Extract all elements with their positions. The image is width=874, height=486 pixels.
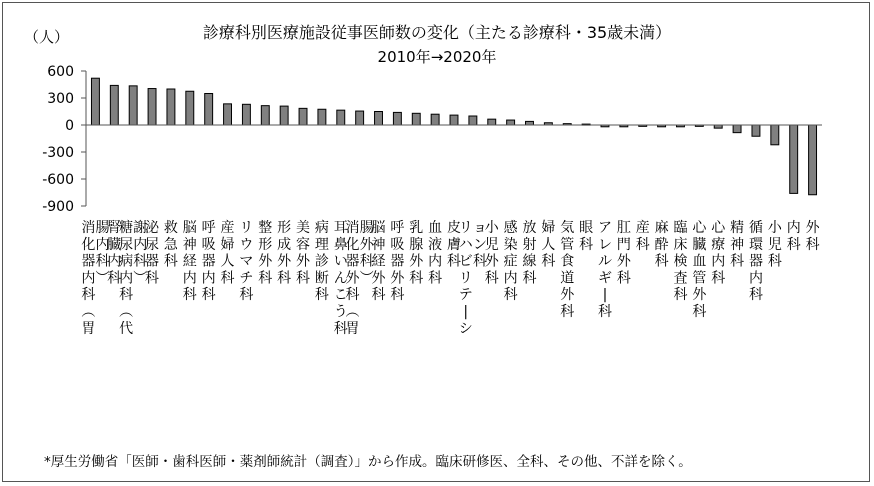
bar bbox=[412, 113, 420, 125]
x-tick-label: 心療内科 bbox=[711, 220, 726, 287]
x-tick-label: 産科 bbox=[635, 220, 650, 253]
bar bbox=[205, 94, 213, 126]
x-tick-label: 救急科 bbox=[163, 220, 178, 270]
bar bbox=[488, 119, 496, 125]
bar bbox=[526, 121, 534, 125]
x-tick-label: 糖尿病内科︵代謝内科︶ bbox=[119, 220, 148, 337]
y-tick-label: -600 bbox=[42, 172, 74, 188]
y-tick-label: 600 bbox=[47, 64, 74, 80]
x-tick-label: 精神科 bbox=[730, 220, 745, 270]
x-tick-label: リハビリテ|ション科 bbox=[458, 220, 487, 337]
x-tick-label: 美容外科 bbox=[296, 220, 311, 287]
x-tick-label: 皮膚科 bbox=[447, 220, 461, 270]
x-tick-label: 小児外科 bbox=[484, 220, 499, 287]
bar bbox=[280, 106, 288, 125]
x-tick-label: 産婦人科 bbox=[220, 220, 235, 287]
y-tick-label: 300 bbox=[47, 91, 74, 107]
x-tick-label: 婦人科 bbox=[541, 220, 556, 270]
x-tick-label: 循環器内科 bbox=[748, 220, 763, 304]
x-tick-label: 血液内科 bbox=[428, 220, 443, 287]
x-tick-label: 小児科 bbox=[767, 220, 782, 270]
x-tick-label: 臨床検査科 bbox=[673, 220, 688, 304]
bar bbox=[224, 104, 232, 125]
x-tick-label: 整形外科 bbox=[258, 220, 273, 287]
bar bbox=[469, 116, 477, 125]
x-tick-label: 内科 bbox=[786, 220, 801, 253]
x-tick-label: 呼吸器内科 bbox=[201, 220, 216, 304]
x-tick-label: 病理診断科 bbox=[314, 220, 329, 304]
y-tick-label: -900 bbox=[42, 199, 74, 215]
footnote: *厚生労働省「医師・歯科医師・薬剤師統計（調査）」から作成。臨床研修医、全科、その他、不詳を除く。 bbox=[44, 454, 692, 470]
x-tick-label: 泌尿器科 bbox=[145, 220, 160, 287]
bar bbox=[167, 89, 175, 125]
bar bbox=[261, 106, 269, 125]
bar bbox=[299, 108, 307, 125]
x-tick-label: 腎臓内科 bbox=[107, 220, 122, 287]
bar bbox=[318, 109, 326, 125]
category-labels bbox=[81, 219, 820, 337]
bar bbox=[110, 85, 118, 125]
bar bbox=[91, 78, 99, 125]
x-tick-label: 形成外科 bbox=[277, 220, 292, 287]
x-tick-label: 感染症内科 bbox=[503, 220, 518, 304]
bar bbox=[733, 125, 741, 133]
x-tick-label: 放射線科 bbox=[522, 220, 537, 287]
y-tick-label: -300 bbox=[42, 145, 74, 161]
bar bbox=[393, 112, 401, 125]
bar bbox=[375, 112, 383, 126]
x-tick-label: 麻酔科 bbox=[654, 220, 669, 270]
x-tick-label: リウマチ科 bbox=[239, 220, 254, 304]
bar bbox=[186, 91, 194, 125]
y-tick-label: 0 bbox=[65, 118, 74, 134]
x-tick-label: 外科 bbox=[805, 220, 820, 253]
bar bbox=[507, 120, 515, 125]
x-tick-label: 脳神経外科 bbox=[371, 220, 386, 304]
x-tick-label: 気管食道外科 bbox=[560, 220, 575, 320]
bar bbox=[450, 115, 458, 125]
x-tick-label: アレルギ|科 bbox=[597, 220, 612, 320]
x-tick-label: 呼吸器外科 bbox=[390, 220, 405, 304]
bar bbox=[809, 125, 817, 195]
bar bbox=[148, 89, 156, 125]
x-tick-label: 肛門外科 bbox=[616, 220, 631, 287]
bar bbox=[129, 86, 137, 125]
x-tick-label: 心臓血管外科 bbox=[692, 220, 707, 320]
y-axis-unit-label: （人） bbox=[24, 28, 70, 46]
bar-series bbox=[91, 78, 816, 195]
chart-subtitle: 2010年→2020年 bbox=[377, 48, 497, 66]
chart-title: 診療科別医療施設従事医師数の変化（主たる診療科・35歳未満） bbox=[202, 23, 672, 42]
bar bbox=[242, 104, 250, 125]
bar bbox=[431, 114, 439, 125]
y-axis-ticks bbox=[42, 64, 74, 215]
bar bbox=[790, 125, 798, 193]
x-tick-label: 脳神経内科 bbox=[182, 220, 197, 304]
x-tick-label: 消化器内科︵胃腸内科︶ bbox=[81, 220, 110, 337]
x-tick-label: 消化器外科︵胃腸外科︶ bbox=[345, 220, 374, 337]
bar bbox=[356, 111, 364, 125]
x-tick-label: 眼科 bbox=[579, 220, 594, 253]
x-tick-label: 乳腺外科 bbox=[409, 220, 424, 287]
bar bbox=[771, 125, 779, 145]
bar bbox=[337, 110, 345, 125]
bar bbox=[752, 125, 760, 136]
x-tick-label: 耳鼻いんこう科 bbox=[333, 220, 348, 337]
